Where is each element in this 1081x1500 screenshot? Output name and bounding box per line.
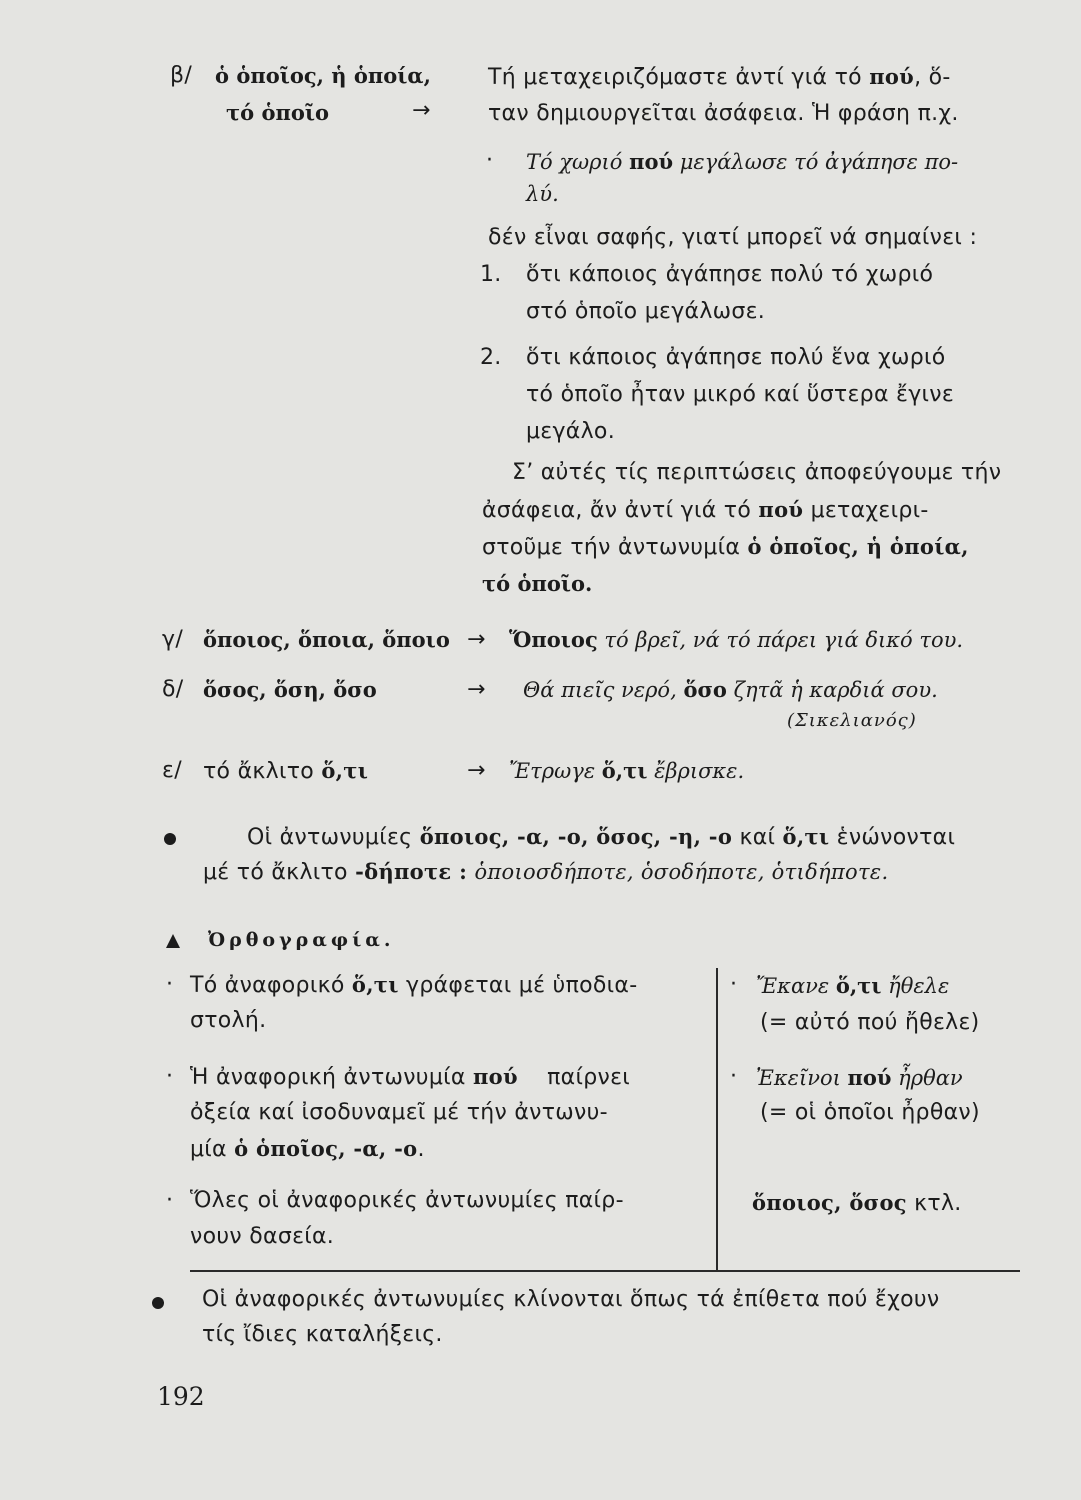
ortho-left-2-line3: μία ὁ ὁποῖος, -α, -ο. [190, 1136, 425, 1162]
ortho-left-bullet-3: · [166, 1188, 173, 1213]
section-e-label: ε/ [162, 758, 182, 783]
orthography-title: Ὀρθογραφία. [208, 929, 395, 951]
section-b-example-line2: λύ. [526, 182, 559, 206]
section-b-example: Τό χωριό πού μεγάλωσε τό ἀγάπησε πο- [526, 149, 959, 174]
ortho-right-bullet-1: · [730, 972, 737, 997]
ortho-right-1-line1: Ἔκανε ὅ,τι ἤθελε [756, 973, 950, 998]
ortho-left-2-line2: ὀξεία καί ἰσοδυναμεῖ μέ τήν ἀντωνυ- [190, 1100, 608, 1125]
section-b-label: β/ [170, 63, 193, 88]
ortho-left-3-line2: νουν δασεία. [190, 1224, 335, 1249]
note1-bullet-icon [164, 833, 176, 845]
section-d-example: Θά πιεῖς νερό, ὅσο ζητᾶ ἡ καρδιά σου. [523, 677, 938, 702]
section-b-pronouns-line2: τό ὁποῖο [226, 100, 330, 125]
page-number: 192 [157, 1382, 205, 1411]
table-bottom-line [190, 1270, 1020, 1272]
note2-line1: Οἱ ἀναφορικές ἀντωνυμίες κλίνονται ὅπως τά ἐπίθετα πού ἔχουν [202, 1287, 940, 1312]
not-clear-text: δέν εἶναι σαφής, γιατί μπορεῖ νά σημαίνει : [488, 225, 978, 250]
avoid-line3: στοῦμε τήν ἀντωνυμία ὁ ὁποῖος, ἡ ὁποία, [482, 534, 969, 560]
avoid-line4: τό ὁποῖο. [482, 571, 593, 596]
item2-number: 2. [480, 345, 502, 370]
section-b-arrow-icon: → [412, 98, 431, 123]
avoid-line1: Σ’ αὐτές τίς περιπτώσεις ἀποφεύγουμε τήν [512, 460, 1002, 485]
note2-line2: τίς ἴδιες καταλήξεις. [202, 1322, 443, 1347]
ortho-right-2-line2: (= οἱ ὁποῖοι ἦρθαν) [760, 1100, 980, 1125]
ortho-right-1-line2: (= αὐτό πού ἤθελε) [760, 1010, 980, 1035]
item1-number: 1. [480, 262, 502, 287]
section-g-arrow-icon: → [467, 627, 486, 652]
item2-line1: ὅτι κάποιος ἀγάπησε πολύ ἕνα χωριό [526, 345, 946, 370]
section-d-label: δ/ [162, 677, 184, 702]
item2-line3: μεγάλο. [526, 419, 615, 444]
section-g-example: Ὅποιος τό βρεῖ, νά τό πάρει γιά δικό του. [509, 627, 964, 652]
item1-line1: ὅτι κάποιος ἀγάπησε πολύ τό χωριό [526, 262, 934, 287]
note1-line1: Οἱ ἀντωνυμίες ὅποιος, -α, -ο, ὅσος, -η, -ο καί ὅ,τι ἑνώνονται [247, 824, 956, 850]
section-d-pronouns: ὅσος, ὅση, ὅσο [203, 677, 377, 702]
item2-line2: τό ὁποῖο ἦταν μικρό καί ὕστερα ἔγινε [526, 382, 955, 407]
ortho-left-bullet-1: · [166, 972, 173, 997]
ortho-left-1-line2: στολή. [190, 1008, 267, 1033]
ortho-left-3-line1: Ὅλες οἱ ἀναφορικές ἀντωνυμίες παίρ- [190, 1188, 624, 1213]
section-g-label: γ/ [162, 627, 184, 652]
ortho-left-1-line1: Τό ἀναφορικό ὅ,τι γράφεται μέ ὑποδια- [190, 972, 638, 998]
ortho-left-2-line1: Ἡ ἀναφορική ἀντωνυμία πού παίρνει [190, 1064, 631, 1090]
section-d-author: (Σικελιανός) [787, 710, 917, 731]
section-b-text-line1: Τή μεταχειριζόμαστε ἀντί γιά τό πού, ὅ- [488, 64, 951, 90]
example-bullet: · [486, 148, 493, 173]
ortho-right-bullet-2: · [730, 1064, 737, 1089]
section-e-arrow-icon: → [467, 758, 486, 783]
section-b-text-line2: ταν δημιουργεῖται ἀσάφεια. Ἡ φράση π.χ. [488, 101, 959, 126]
section-b-pronouns-line1: ὁ ὁποῖος, ἡ ὁποία, [215, 63, 431, 88]
note2-bullet-icon [152, 1297, 164, 1309]
note1-line2: μέ τό ἄκλιτο -δήποτε : ὁποιοσδήποτε, ὁσοδήποτε, ὁτιδήποτε. [203, 859, 889, 885]
section-e-text: τό ἄκλιτο ὅ,τι [203, 758, 369, 784]
section-e-example: Ἔτρωγε ὅ,τι ἔβρισκε. [509, 758, 745, 783]
ortho-left-bullet-2: · [166, 1064, 173, 1089]
avoid-line2: ἀσάφεια, ἄν ἀντί γιά τό πού μεταχειρι- [482, 497, 929, 523]
ortho-right-2-line1: Ἐκεῖνοι πού ἦρθαν [756, 1065, 963, 1090]
item1-line2: στό ὁποῖο μεγάλωσε. [526, 299, 766, 324]
triangle-icon [166, 934, 180, 948]
ortho-right-3-line1: ὅποιος, ὅσος κτλ. [752, 1190, 962, 1216]
table-vertical-divider [716, 968, 718, 1270]
section-g-pronouns: ὅποιος, ὅποια, ὅποιο [203, 627, 450, 652]
section-d-arrow-icon: → [467, 677, 486, 702]
